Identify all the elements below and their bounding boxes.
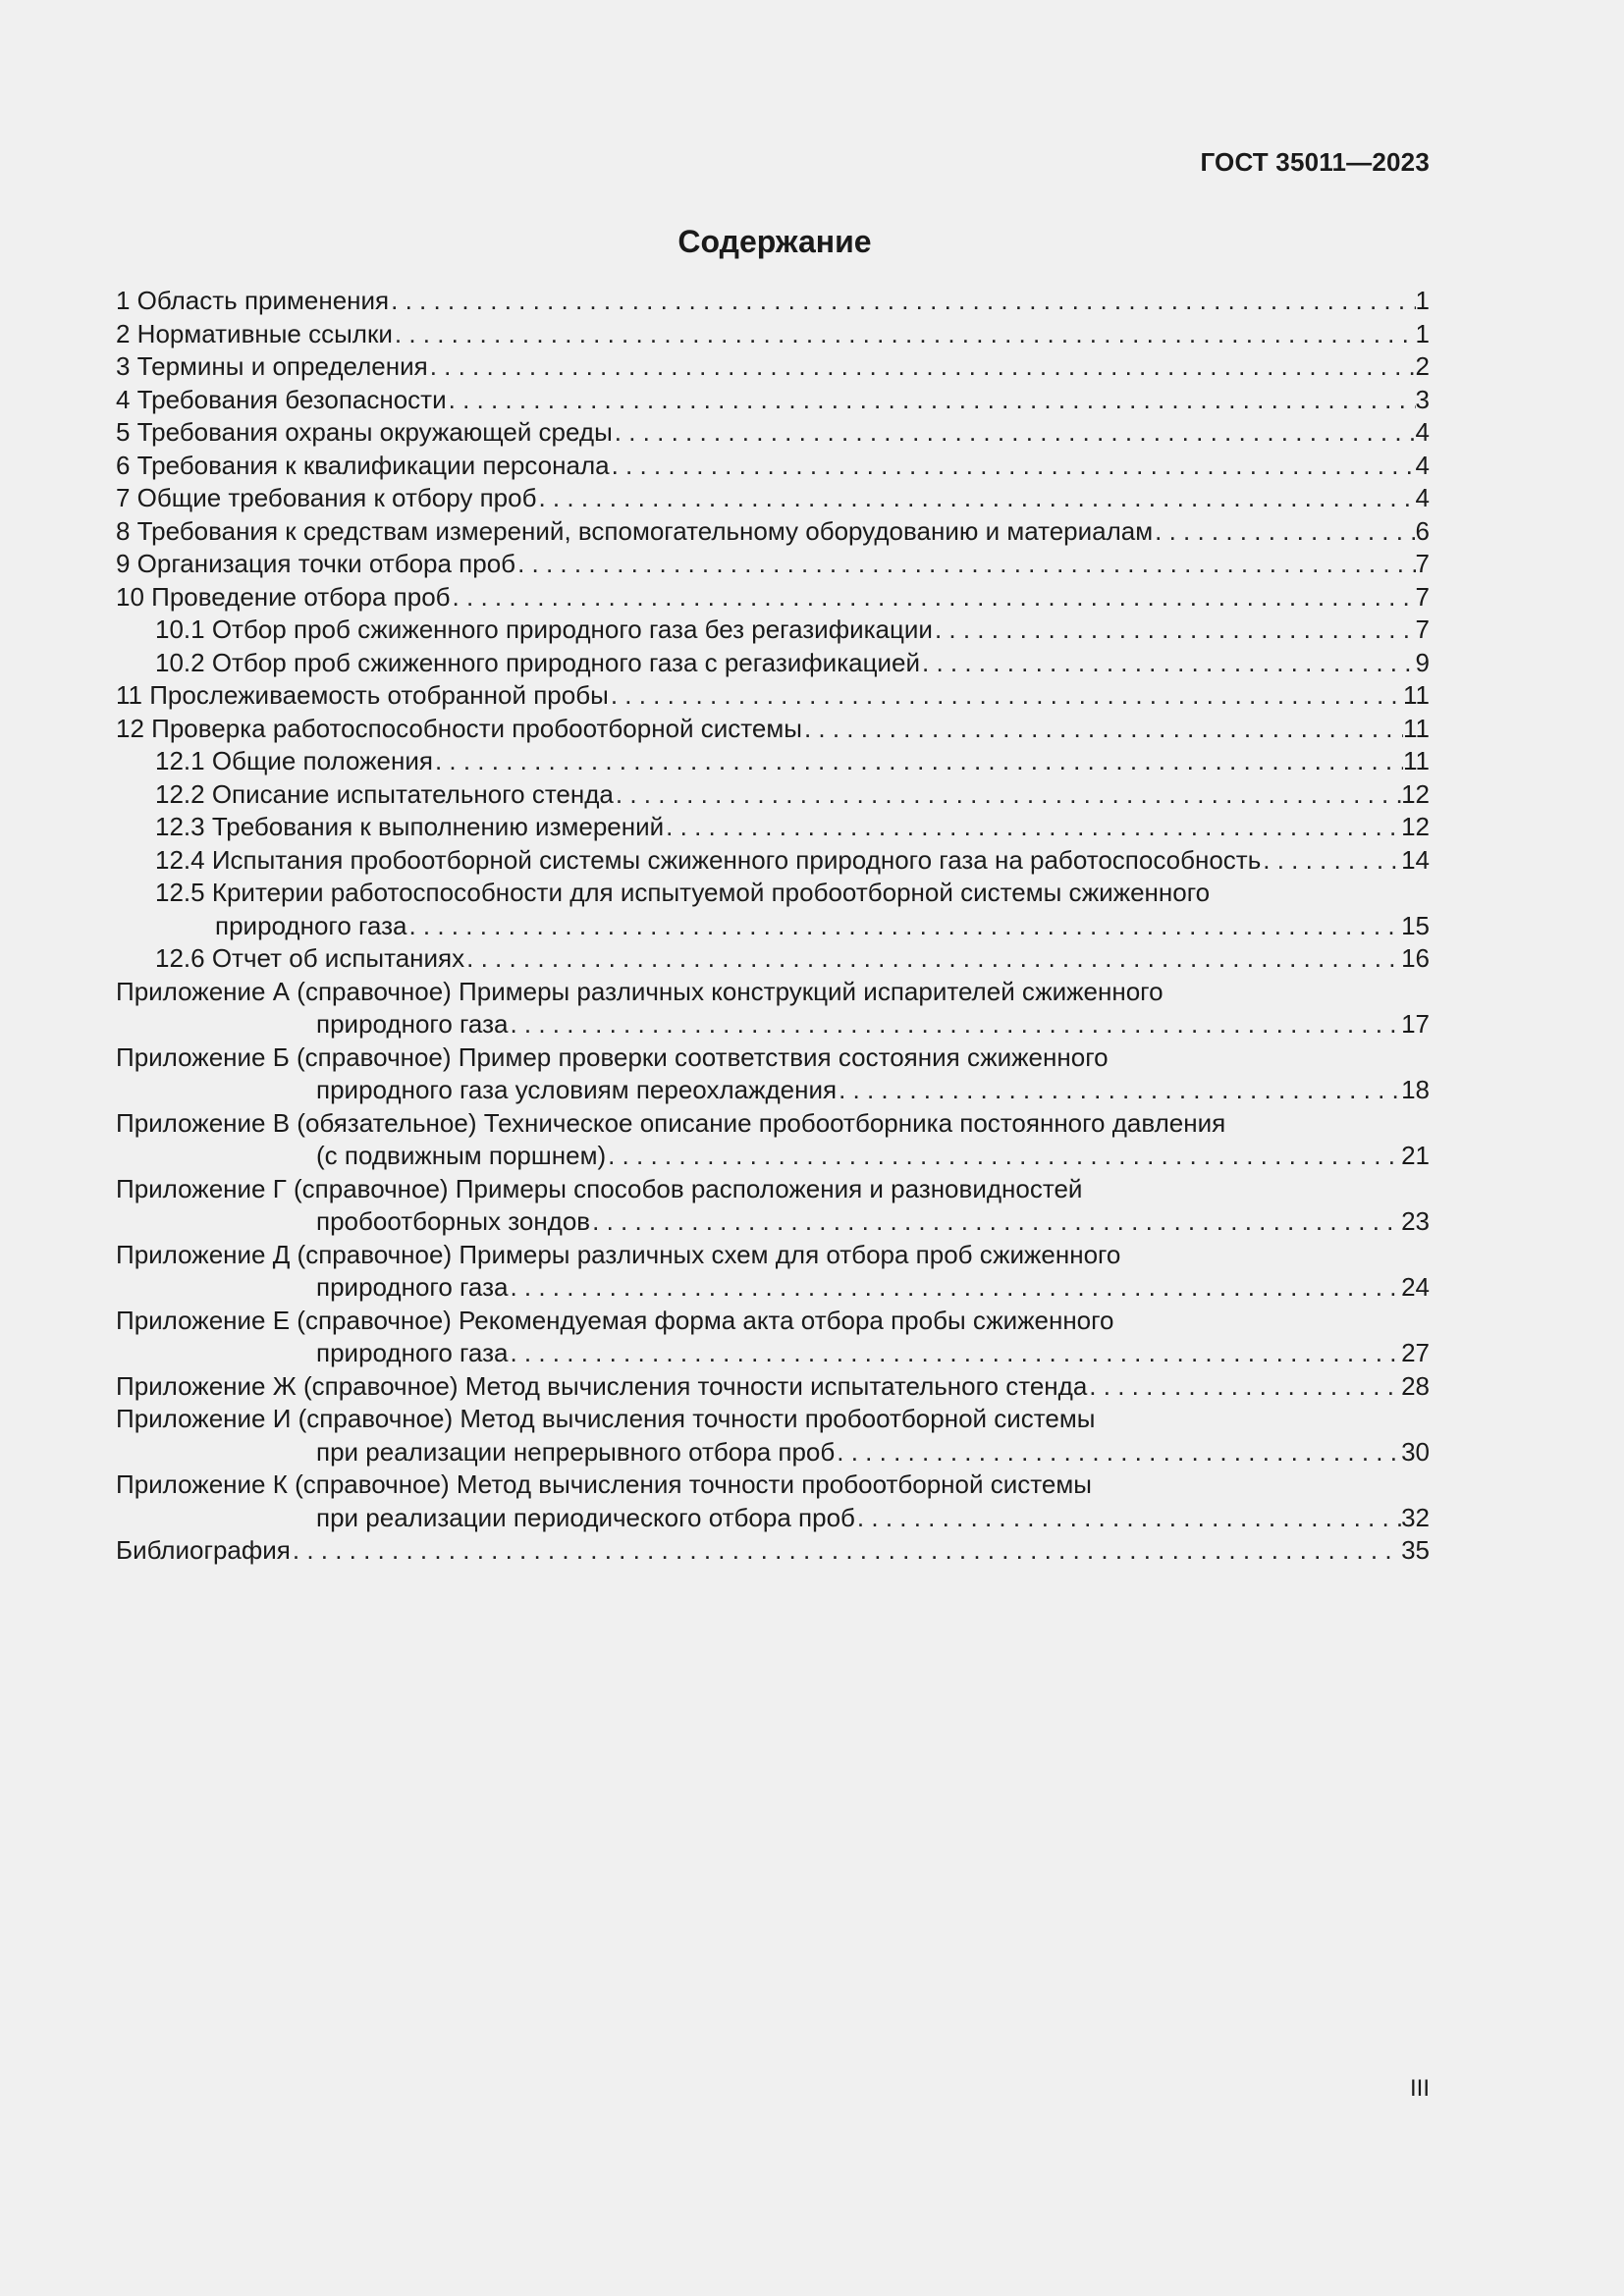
toc-entry-page: 27 — [1401, 1338, 1430, 1367]
toc-entry[interactable] — [116, 548, 1430, 581]
toc-entry-title: 12 Проверка работоспособности пробоотборной системы — [116, 713, 802, 743]
dot-leader — [610, 450, 1416, 483]
dot-leader — [590, 1205, 1401, 1239]
toc-entry-title: (с подвижным поршнем) — [316, 1141, 607, 1170]
dot-leader — [609, 679, 1403, 713]
toc-entry[interactable] — [116, 450, 1430, 483]
toc-entry-title: 12.3 Требования к выполнению измерений — [155, 812, 665, 841]
dot-leader — [508, 1271, 1401, 1305]
toc-entry-title: природного газа — [215, 910, 407, 940]
dot-leader — [1153, 515, 1415, 549]
toc-entry-title: 6 Требования к квалификации персонала — [116, 450, 610, 480]
table-of-contents — [116, 285, 1430, 1568]
toc-entry-title: Библиография — [116, 1535, 291, 1565]
toc-entry-title: 1 Область применения — [116, 286, 390, 315]
toc-entry[interactable] — [116, 713, 1430, 746]
toc-entry-title-line: Приложение В (обязательное) Техническое описание пробоотборника постоянного давления — [116, 1107, 1226, 1138]
toc-entry-page: 7 — [1415, 549, 1430, 578]
toc-entry-page: 4 — [1415, 417, 1430, 447]
toc-entry-title: 10.1 Отбор проб сжиженного природного газа без регазификации — [155, 614, 933, 644]
toc-entry-page: 35 — [1401, 1535, 1430, 1565]
toc-entry-title-line: Приложение Д (справочное) Примеры различных схем для отбора проб сжиженного — [116, 1239, 1121, 1269]
dot-leader — [393, 318, 1416, 351]
toc-entry-page: 21 — [1401, 1141, 1430, 1170]
toc-entry[interactable] — [116, 778, 1430, 812]
dot-leader — [1261, 844, 1401, 878]
toc-entry-title: 2 Нормативные ссылки — [116, 318, 393, 348]
toc-entry-page: 4 — [1415, 483, 1430, 512]
toc-entry-page: 18 — [1401, 1075, 1430, 1104]
toc-entry-page: 11 — [1403, 713, 1430, 743]
toc-entry-page: 1 — [1415, 318, 1430, 348]
toc-entry-title: 9 Организация точки отбора проб — [116, 549, 516, 578]
toc-entry-title: природного газа условиям переохлаждения — [316, 1075, 838, 1104]
toc-entry-title: 11 Прослеживаемость отобранной пробы — [116, 680, 609, 710]
dot-leader — [451, 581, 1416, 614]
toc-entry-page: 12 — [1401, 778, 1430, 809]
dot-leader — [855, 1502, 1401, 1535]
toc-entry-page: 1 — [1415, 286, 1430, 315]
toc-entry-page: 24 — [1401, 1272, 1430, 1302]
toc-entry-page: 11 — [1403, 746, 1430, 775]
page-number: III — [1409, 2075, 1430, 2102]
toc-entry[interactable] — [116, 482, 1430, 515]
dot-leader — [515, 548, 1415, 581]
toc-entry-page: 16 — [1401, 943, 1430, 973]
toc-entry[interactable] — [116, 647, 1430, 680]
toc-entry[interactable] — [116, 811, 1430, 844]
toc-entry[interactable] — [116, 1305, 1430, 1370]
dot-leader — [291, 1534, 1401, 1568]
toc-entry-title: 10 Проведение отбора проб — [116, 581, 451, 612]
toc-entry-page: 9 — [1415, 647, 1430, 677]
toc-entry-page: 15 — [1401, 910, 1430, 940]
toc-entry[interactable] — [116, 1403, 1430, 1468]
toc-entry-title: при реализации непрерывного отбора проб — [316, 1436, 836, 1467]
toc-entry-title: 12.1 Общие положения — [155, 746, 433, 775]
dot-leader — [433, 745, 1403, 778]
toc-entry-page: 11 — [1403, 680, 1430, 710]
toc-entry[interactable] — [116, 614, 1430, 647]
toc-entry-title: 3 Термины и определения — [116, 351, 428, 381]
toc-entry[interactable] — [116, 1370, 1430, 1404]
toc-entry-page: 12 — [1401, 812, 1430, 841]
toc-entry[interactable] — [116, 1468, 1430, 1534]
dot-leader — [802, 713, 1403, 746]
toc-entry-title: природного газа — [316, 1272, 509, 1302]
page-title: Содержание — [677, 224, 872, 259]
toc-entry[interactable] — [116, 745, 1430, 778]
dot-leader — [508, 1008, 1401, 1041]
toc-entry-page: 4 — [1415, 450, 1430, 480]
toc-entry[interactable] — [116, 1173, 1430, 1239]
toc-entry[interactable] — [116, 416, 1430, 450]
dot-leader — [614, 778, 1401, 812]
toc-entry-title-line: Приложение К (справочное) Метод вычисления точности пробоотборной системы — [116, 1469, 1092, 1499]
toc-entry-page: 30 — [1401, 1436, 1430, 1467]
toc-entry[interactable] — [116, 515, 1430, 549]
toc-entry[interactable] — [116, 1239, 1430, 1305]
toc-entry-page: 28 — [1401, 1370, 1430, 1401]
toc-entry[interactable] — [116, 679, 1430, 713]
toc-entry[interactable] — [116, 350, 1430, 384]
dot-leader — [606, 1140, 1401, 1173]
toc-entry[interactable] — [116, 581, 1430, 614]
toc-entry-title: природного газа — [316, 1338, 509, 1367]
toc-entry-title: природного газа — [316, 1009, 509, 1039]
toc-entry-title-line: Приложение А (справочное) Примеры различных конструкций испарителей сжиженного — [116, 976, 1164, 1006]
dot-leader — [835, 1436, 1401, 1469]
toc-entry-page: 17 — [1401, 1009, 1430, 1039]
toc-entry[interactable] — [116, 318, 1430, 351]
toc-entry-page: 3 — [1415, 384, 1430, 414]
toc-entry-page: 6 — [1415, 515, 1430, 546]
dot-leader — [447, 384, 1416, 417]
toc-entry-title: 5 Требования охраны окружающей среды — [116, 417, 613, 447]
toc-entry-page: 32 — [1401, 1502, 1430, 1532]
toc-entry-page: 23 — [1401, 1206, 1430, 1236]
toc-entry[interactable] — [116, 976, 1430, 1041]
dot-leader — [613, 416, 1416, 450]
toc-entry-title: 7 Общие требования к отбору проб — [116, 483, 537, 512]
dot-leader — [389, 285, 1415, 318]
toc-entry[interactable] — [116, 1041, 1430, 1107]
toc-entry[interactable] — [116, 384, 1430, 417]
toc-entry-title-line: Приложение Б (справочное) Пример проверки соответствия состояния сжиженного — [116, 1041, 1109, 1072]
toc-entry[interactable] — [116, 942, 1430, 976]
toc-entry[interactable] — [116, 1534, 1430, 1568]
toc-entry-title: 8 Требования к средствам измерений, вспомогательному оборудованию и материалам — [116, 515, 1154, 546]
dot-leader — [933, 614, 1416, 647]
toc-entry-page: 7 — [1415, 581, 1430, 612]
toc-entry[interactable] — [116, 285, 1430, 318]
toc-entry-title: 10.2 Отбор проб сжиженного природного газа с регазификацией — [155, 647, 921, 677]
toc-entry-page: 14 — [1401, 844, 1430, 875]
dot-leader — [1087, 1370, 1401, 1404]
toc-entry-title: 12.4 Испытания пробоотборной системы сжиженного природного газа на работоспособность — [155, 844, 1262, 875]
dot-leader — [837, 1074, 1401, 1107]
toc-entry-title: Приложение Ж (справочное) Метод вычисления точности испытательного стенда — [116, 1370, 1088, 1401]
toc-entry-title-line: Приложение И (справочное) Метод вычисления точности пробоотборной системы — [116, 1404, 1096, 1433]
standard-number: ГОСТ 35011—2023 — [1200, 147, 1430, 177]
dot-leader — [536, 482, 1415, 515]
toc-entry-page: 2 — [1415, 351, 1430, 381]
toc-entry-title-line: Приложение Г (справочное) Примеры способов расположения и разновидностей — [116, 1173, 1083, 1203]
toc-entry-title: 12.2 Описание испытательного стенда — [155, 778, 614, 809]
toc-entry-title: при реализации периодического отбора проб — [316, 1502, 855, 1532]
dot-leader — [464, 942, 1401, 976]
toc-entry[interactable] — [116, 844, 1430, 878]
dot-leader — [664, 811, 1401, 844]
toc-entry[interactable] — [116, 1107, 1430, 1173]
dot-leader — [428, 350, 1416, 384]
toc-entry-title-line: 12.5 Критерии работоспособности для испытуемой пробоотборной системы сжиженного — [155, 878, 1211, 907]
dot-leader — [508, 1337, 1401, 1370]
dot-leader — [920, 647, 1416, 680]
toc-entry-page: 7 — [1415, 614, 1430, 644]
toc-entry-title: пробоотборных зондов — [316, 1206, 591, 1236]
toc-entry-title: 12.6 Отчет об испытаниях — [155, 943, 465, 973]
dot-leader — [406, 910, 1401, 943]
toc-entry-title: 4 Требования безопасности — [116, 384, 447, 414]
toc-entry-title-line: Приложение Е (справочное) Рекомендуемая форма акта отбора пробы сжиженного — [116, 1305, 1114, 1335]
toc-entry[interactable] — [116, 877, 1430, 942]
